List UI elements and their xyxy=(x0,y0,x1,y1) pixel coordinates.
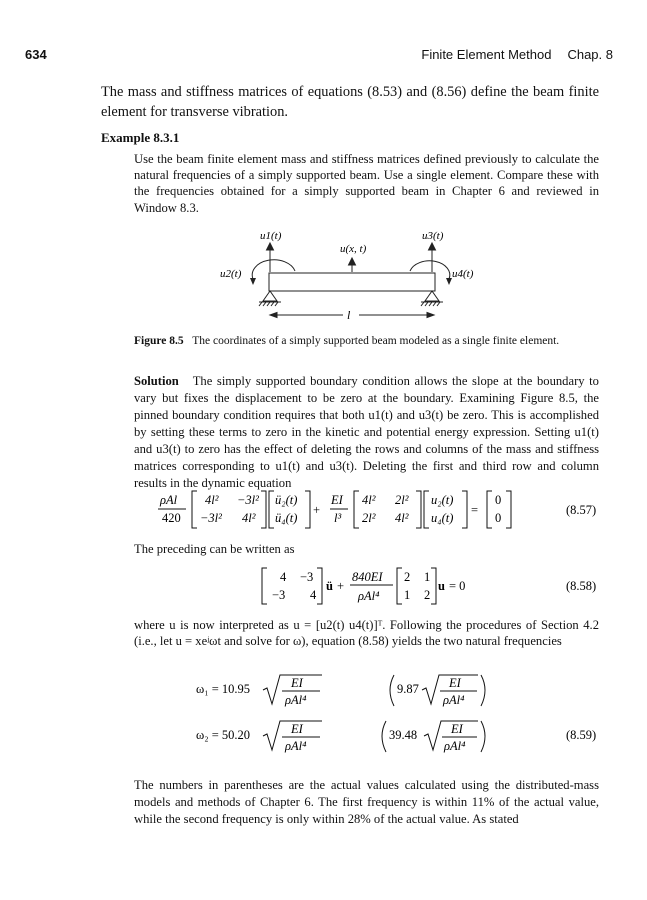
solution-text: The simply supported boundary condition allows the slope at the boundary to vary but fixes the displacement to be zero at the boundary. Examining Figure 8.5, the pinned boundary condition requires that both u1(t) and u3(t) be zero. This is accomplished by setting these terms to zero in the kinetic and potential energy expression. Setting u1(t) and u3(t) to zero has the effect of deleting the rows and columns of the mass and stiffness matrices corresponding to u1(t) and u3(t). Deleting the first and third row and column results in the dynamic equation xyxy=(134,374,599,490)
eq858-coef-den: ρAl⁴ xyxy=(358,589,380,603)
caption-text: The coordinates of a simply supported beam modeled as a single finite element. xyxy=(192,335,560,347)
eq857-number: (8.57) xyxy=(566,503,597,517)
eq859-number: (8.59) xyxy=(566,728,597,742)
uxt-arrowhead xyxy=(349,258,356,265)
label-u1: u1(t) xyxy=(260,230,282,242)
eq859-w1-rad-num: EI xyxy=(291,676,303,690)
eq857-equals: = xyxy=(471,503,479,517)
intro-paragraph: The mass and stiffness matrices of equations (8.53) and (8.56) define the beam finite element for transverse vibration. xyxy=(101,84,599,120)
eq858-number: (8.58) xyxy=(566,579,597,593)
equation-8-59 xyxy=(0,668,647,770)
eq859-w1-exact-rad-num: EI xyxy=(449,676,461,690)
eq857-m12: −3l² xyxy=(237,493,259,507)
eq859-w2-exact: 39.48 xyxy=(389,728,418,742)
solution-paragraph xyxy=(134,373,599,492)
label-u4: u4(t) xyxy=(452,268,474,280)
eq857-acc2: ü₄(t) xyxy=(275,511,298,525)
eq857-m22: 4l² xyxy=(242,511,256,525)
eq857-k12: 2l² xyxy=(395,493,409,507)
eq858-a21: −3 xyxy=(272,588,286,602)
eq857-plus: + xyxy=(313,503,321,517)
running-title-block xyxy=(421,47,613,62)
left-pin-support xyxy=(263,291,277,301)
u2-rotation-arc xyxy=(252,260,295,279)
running-title: Finite Element Method xyxy=(421,47,552,62)
example-title: Example 8.3.1 xyxy=(101,130,180,145)
u2-arrowhead xyxy=(250,278,256,285)
eq859-w1-rad-den: ρAl⁴ xyxy=(285,693,307,707)
eq859-w2-rad-den: ρAl⁴ xyxy=(285,739,307,753)
equation-8-57 xyxy=(0,486,647,534)
caption-lead: Figure 8.5 xyxy=(134,335,184,347)
eq858-b12: 1 xyxy=(424,570,431,584)
eq859-w2-label: ω₂ = 50.20 xyxy=(196,728,251,742)
solution-lead: Solution xyxy=(134,374,179,388)
eq857-coef1-num: ρAl xyxy=(160,493,178,507)
eq857-coef1-den: 420 xyxy=(162,511,181,525)
closing-paragraph: The numbers in parentheses are the actual values calculated using the distributed-mass models and methods of Chapter 6. The first frequency is within 11% of the actual value, while the second frequency is only within 28% of the actual value. As stated xyxy=(134,778,599,826)
eq857-acc1: ü₂(t) xyxy=(275,493,298,507)
example-text: Use the beam finite element mass and stiffness matrices defined previously to calculate the natural frequencies of a simply supported beam. Use a single element. Compare these with the frequencies obtained for a simply supported beam in Chapter 6 and reviewed in Window 8.3. xyxy=(134,152,599,215)
label-u2: u2(t) xyxy=(220,268,242,280)
label-l: l xyxy=(347,308,351,322)
eq858-a12: −3 xyxy=(300,570,314,584)
equation-8-58 xyxy=(0,564,647,610)
eq857-coef2-num: EI xyxy=(331,493,343,507)
figure-caption xyxy=(134,334,599,348)
page-number: 634 xyxy=(25,47,47,62)
where-paragraph: where u is now interpreted as u = [u2(t) u4(t)]ᵀ. Following the procedures of Section 4.2 (i.e., let u = xeʲωt and solve for ω), equation (8.58) yields the two natural frequencies xyxy=(134,618,599,648)
eq858-u: u xyxy=(438,579,445,593)
eq857-k11: 4l² xyxy=(362,493,376,507)
eq857-d2: u₄(t) xyxy=(431,511,454,525)
eq857-z1: 0 xyxy=(495,493,502,507)
eq857-z2: 0 xyxy=(495,511,502,525)
u3-arrowhead xyxy=(429,243,436,250)
eq858-b22: 2 xyxy=(424,588,431,602)
u4-rotation-arc xyxy=(410,261,450,279)
label-u3: u3(t) xyxy=(422,230,444,242)
eq857-k22: 4l² xyxy=(395,511,409,525)
eq857-d1: u₂(t) xyxy=(431,493,454,507)
eq857-m11: 4l² xyxy=(205,493,219,507)
eq859-w1-exact-rad-den: ρAl⁴ xyxy=(443,693,465,707)
eq858-a22: 4 xyxy=(310,588,317,602)
eq857-k21: 2l² xyxy=(362,511,376,525)
eq858-plus: + xyxy=(337,579,345,593)
eq859-w1-exact: 9.87 xyxy=(397,682,419,696)
rewrite-text: The preceding can be written as xyxy=(134,542,295,556)
beam-figure xyxy=(0,222,647,328)
eq859-w2-exact-rad-den: ρAl⁴ xyxy=(444,739,466,753)
u1-arrowhead xyxy=(267,243,274,250)
eq859-w2-exact-rad-num: EI xyxy=(451,722,463,736)
eq858-rhs: = 0 xyxy=(449,579,466,593)
eq858-b21: 1 xyxy=(404,588,411,602)
eq857-m21: −3l² xyxy=(200,511,222,525)
eq857-coef2-den: l³ xyxy=(334,511,342,525)
chapter-label: Chap. 8 xyxy=(567,47,613,62)
label-uxt: u(x, t) xyxy=(340,243,367,255)
eq858-coef-num: 840EI xyxy=(352,570,383,584)
eq858-a11: 4 xyxy=(280,570,287,584)
eq858-b11: 2 xyxy=(404,570,411,584)
right-pin-support xyxy=(425,291,439,301)
eq859-w2-rad-num: EI xyxy=(291,722,303,736)
eq859-w1-label: ω₁ = 10.95 xyxy=(196,682,251,696)
eq858-ddu: ü xyxy=(326,579,333,593)
beam-element xyxy=(269,273,435,291)
running-header xyxy=(25,47,613,65)
